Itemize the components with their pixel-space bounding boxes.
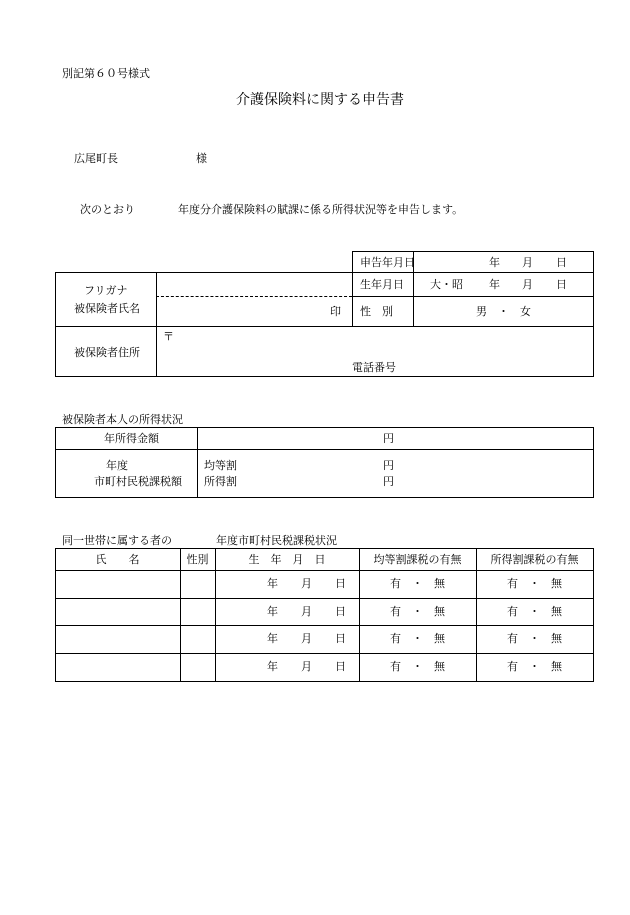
household-heading-suffix: 年度市町村民税課税状況 xyxy=(216,534,337,547)
sex-options[interactable]: 男 ・ 女 xyxy=(476,305,531,318)
row-birth-month: 月 xyxy=(301,660,312,673)
birth-era: 大・昭 xyxy=(430,278,463,291)
intro-text: 年度分介護保険料の賦課に係る所得状況等を申告します。 xyxy=(178,203,464,216)
birth-day: 日 xyxy=(556,278,567,291)
row-birth-year: 年 xyxy=(267,605,278,618)
equal-rate-yen: 円 xyxy=(383,459,394,472)
form-title: 介護保険料に関する申告書 xyxy=(236,92,404,108)
col-header-birth-date: 生 年 月 日 xyxy=(248,553,326,566)
income-rate-label: 所得割 xyxy=(204,475,237,488)
income-rate-yen: 円 xyxy=(383,475,394,488)
municipal-tax-label: 市町村民税課税額 xyxy=(94,475,182,488)
col-header-equal-tax: 均等割課税の有無 xyxy=(373,553,462,566)
recipient-honorific: 様 xyxy=(196,152,207,165)
birth-month: 月 xyxy=(522,278,533,291)
filing-date-year: 年 xyxy=(489,256,500,269)
tax-year-label: 年度 xyxy=(106,459,128,472)
row-birth-month: 月 xyxy=(301,605,312,618)
row-birth-year: 年 xyxy=(267,632,278,645)
birth-year: 年 xyxy=(489,278,500,291)
col-header-sex: 性別 xyxy=(186,553,209,566)
row-income-tax-choice[interactable]: 有 ・ 無 xyxy=(507,632,562,645)
row-equal-tax-choice[interactable]: 有 ・ 無 xyxy=(390,577,445,590)
row-birth-year: 年 xyxy=(267,577,278,590)
row-birth-month: 月 xyxy=(301,577,312,590)
filing-date-month: 月 xyxy=(522,256,533,269)
row-birth-day: 日 xyxy=(335,577,346,590)
row-birth-month: 月 xyxy=(301,632,312,645)
row-equal-tax-choice[interactable]: 有 ・ 無 xyxy=(390,605,445,618)
postal-mark: 〒 xyxy=(163,330,174,343)
income-heading: 被保険者本人の所得状況 xyxy=(62,413,183,426)
row-birth-day: 日 xyxy=(335,605,346,618)
furigana-label: フリガナ xyxy=(84,284,128,297)
equal-rate-label: 均等割 xyxy=(204,459,237,472)
household-heading-prefix: 同一世帯に属する者の xyxy=(62,534,172,547)
seal-mark: 印 xyxy=(330,305,341,318)
annual-income-yen: 円 xyxy=(383,432,394,445)
insured-name-label: 被保険者氏名 xyxy=(74,302,140,315)
row-income-tax-choice[interactable]: 有 ・ 無 xyxy=(507,577,562,590)
row-equal-tax-choice[interactable]: 有 ・ 無 xyxy=(390,660,445,673)
filing-date-day: 日 xyxy=(556,256,567,269)
row-income-tax-choice[interactable]: 有 ・ 無 xyxy=(507,605,562,618)
row-income-tax-choice[interactable]: 有 ・ 無 xyxy=(507,660,562,673)
phone-label: 電話番号 xyxy=(352,361,396,374)
row-birth-day: 日 xyxy=(335,660,346,673)
sex-label: 性 別 xyxy=(360,305,393,318)
form-number: 別記第６０号様式 xyxy=(62,67,150,80)
col-header-income-tax: 所得割課税の有無 xyxy=(490,553,579,566)
intro-prefix: 次のとおり xyxy=(80,203,135,216)
birth-date-label: 生年月日 xyxy=(360,278,404,291)
row-birth-day: 日 xyxy=(335,632,346,645)
col-header-name: 氏 名 xyxy=(95,553,140,566)
insured-address-label: 被保険者住所 xyxy=(74,346,140,359)
row-birth-year: 年 xyxy=(267,660,278,673)
recipient-town: 広尾町長 xyxy=(74,152,118,165)
row-equal-tax-choice[interactable]: 有 ・ 無 xyxy=(390,632,445,645)
filing-date-label: 申告年月日 xyxy=(360,256,415,269)
annual-income-label: 年所得金額 xyxy=(104,432,159,445)
